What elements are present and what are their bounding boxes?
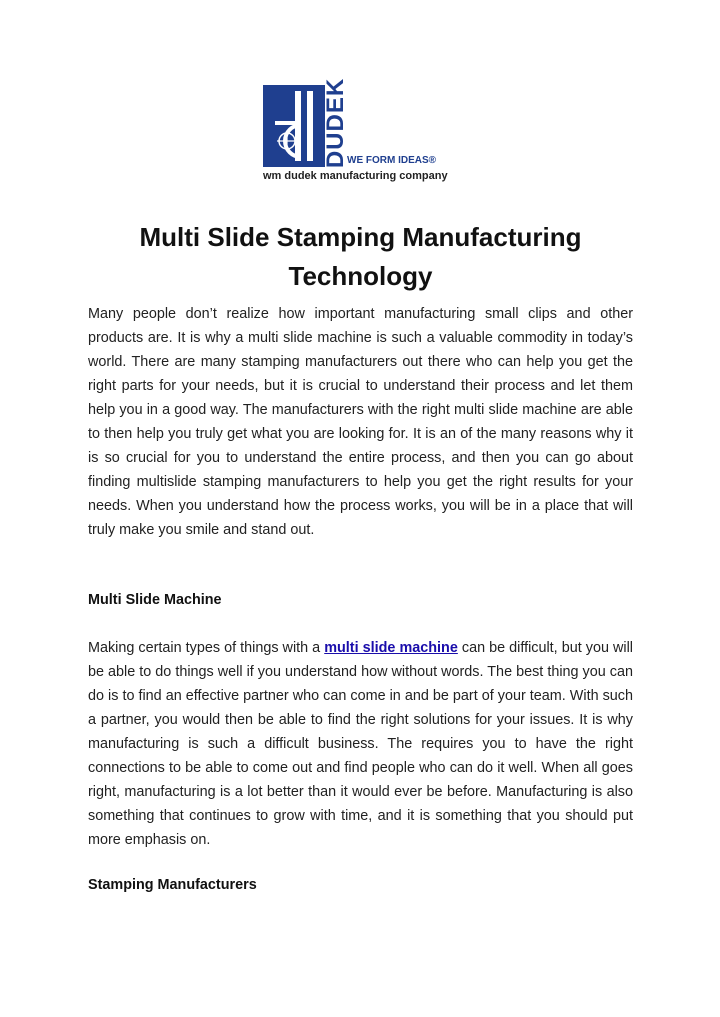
intro-paragraph: Many people don’t realize how important manufacturing small clips and other products are. It is why a multi slide machine is such a valuable commodity in today’s world. There are many stamping manufacturers out there who can help you get the right parts for your needs, but it is crucial to understand their process and let them help you in a good way. The manufacturers with the right multi slide machine are able to then help you truly get what you are looking for. It is an of the many reasons why it is so crucial for you to understand the entire process, and then you can go about finding multislide stamping manufacturers to help you get the right results for your needs. When you understand how the process works, you will be in a place that will truly make you smile and stand out. <box>88 306 633 538</box>
company-logo <box>263 77 463 185</box>
logo-tagline: WE FORM IDEAS® <box>347 155 437 166</box>
logo-d-symbol-icon <box>263 85 325 167</box>
section-heading-stamping-manufacturers: Stamping Manufacturers <box>88 877 257 893</box>
paragraph-text-after: can be difficult, but you will be able to do things well if you understand how without words. The best thing you can do is to find an effective partner who can come in and be part of your team. With such a partner, you would then be able to find the right solutions for your issues. It is why manufacturing is such a difficult business. The requires you to have the right connections to be able to come out and find people who can do it well. When all goes right, manufacturing is a lot better than it would ever be before. Manufacturing is also something that continues to grow with time, and it is something that you should put more emphasis on. <box>88 640 633 848</box>
logo-brand <box>322 77 349 169</box>
section-heading-multi-slide-machine: Multi Slide Machine <box>88 592 222 608</box>
multi-slide-machine-link[interactable]: multi slide machine <box>324 640 458 656</box>
logo-mark <box>263 85 325 167</box>
logo-company-name: wm dudek manufacturing company <box>263 170 448 182</box>
logo-brand-text: DUDEK <box>322 77 349 169</box>
paragraph-text-before: Making certain types of things with a <box>88 640 325 656</box>
document-title: Multi Slide Stamping Manufacturing Technology <box>139 222 582 291</box>
multi-slide-paragraph <box>88 636 633 852</box>
